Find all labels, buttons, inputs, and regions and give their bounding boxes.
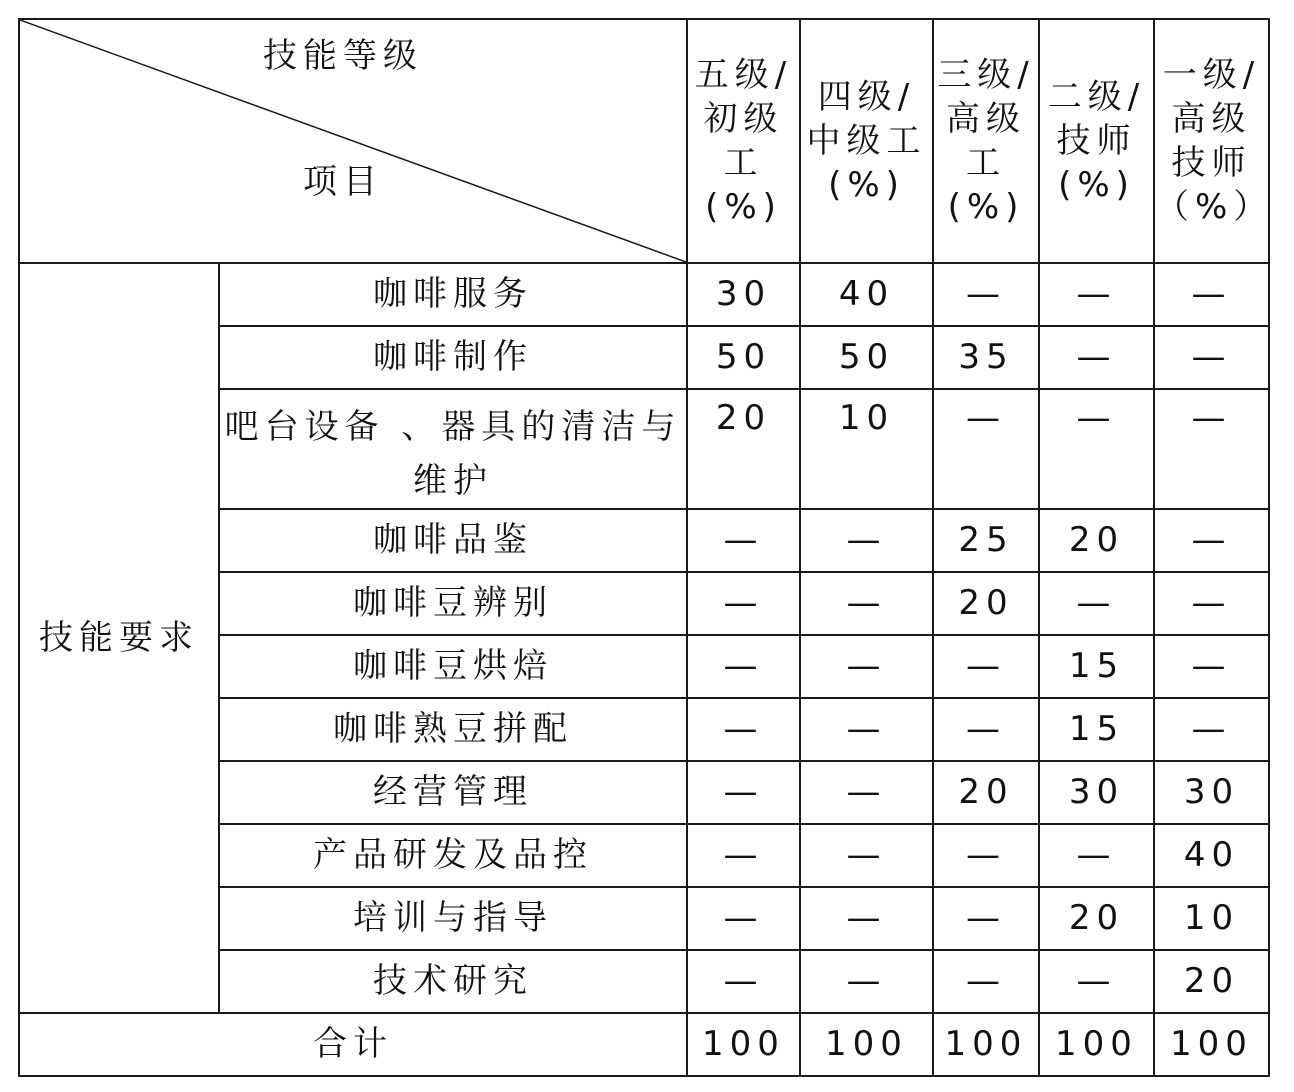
- value-cell: 10: [1154, 887, 1269, 950]
- value-cell: —: [687, 698, 800, 761]
- value-cell: —: [687, 887, 800, 950]
- total-value-cell: 100: [933, 1013, 1039, 1076]
- total-label: 合计: [19, 1013, 687, 1076]
- item-name-cell: 咖啡熟豆拼配: [219, 698, 687, 761]
- value-cell: —: [687, 635, 800, 698]
- value-cell: —: [800, 761, 933, 824]
- level-header-line: 二级/: [1047, 76, 1146, 117]
- value-cell: 40: [1154, 824, 1269, 887]
- value-cell: —: [1154, 698, 1269, 761]
- total-value-cell: 100: [1154, 1013, 1269, 1076]
- total-value-cell: 100: [687, 1013, 800, 1076]
- value-cell: 15: [1039, 635, 1154, 698]
- item-name-cell: 经营管理: [219, 761, 687, 824]
- value-cell: —: [1039, 389, 1154, 509]
- level-header-line: 初级: [703, 98, 784, 139]
- value-cell: —: [1039, 572, 1154, 635]
- item-name-cell: 咖啡服务: [219, 263, 687, 326]
- level-header-line: 高级: [946, 98, 1026, 139]
- value-cell: 20: [1039, 509, 1154, 572]
- value-cell: —: [800, 698, 933, 761]
- item-name-cell: 咖啡制作: [219, 326, 687, 389]
- level-header-line: (%): [947, 187, 1025, 228]
- value-cell: —: [800, 950, 933, 1013]
- value-cell: 30: [687, 263, 800, 326]
- value-cell: —: [1154, 326, 1269, 389]
- level-header-1: [687, 19, 800, 263]
- value-cell: —: [687, 950, 800, 1013]
- level-header-4: [1039, 19, 1154, 263]
- value-cell: 25: [933, 509, 1039, 572]
- total-row: [19, 1013, 1269, 1076]
- skill-weight-table: [18, 18, 1274, 1077]
- value-cell: —: [933, 698, 1039, 761]
- item-name-cell: 技术研究: [219, 950, 687, 1013]
- value-cell: —: [1039, 326, 1154, 389]
- total-value-cell: 100: [1039, 1013, 1154, 1076]
- value-cell: —: [800, 509, 933, 572]
- value-cell: 20: [1039, 887, 1154, 950]
- level-header-line: 技师: [1056, 120, 1137, 161]
- value-cell: —: [687, 761, 800, 824]
- value-cell: —: [800, 887, 933, 950]
- item-name-cell: 咖啡品鉴: [219, 509, 687, 572]
- level-header-line: 高级: [1171, 98, 1252, 139]
- level-header-line: 工: [723, 143, 764, 183]
- item-name-cell: 咖啡豆烘焙: [219, 635, 687, 698]
- level-header-line: (%): [828, 165, 905, 206]
- level-header-line: 五级/: [694, 54, 793, 95]
- value-cell: 10: [800, 389, 933, 509]
- level-header-line: 四级/: [817, 76, 916, 117]
- value-cell: 50: [800, 326, 933, 389]
- value-cell: 15: [1039, 698, 1154, 761]
- item-name-cell: 咖啡豆辨别: [219, 572, 687, 635]
- level-header-5: [1154, 19, 1274, 263]
- value-cell: —: [933, 635, 1039, 698]
- level-header-line: (%): [705, 187, 782, 228]
- corner-label-skill-level: 技能等级: [263, 36, 423, 76]
- group-label-skill-requirements: 技能要求: [19, 263, 219, 1013]
- value-cell: 20: [687, 389, 800, 509]
- value-cell: 20: [933, 572, 1039, 635]
- value-cell: —: [800, 824, 933, 887]
- level-header-3: [933, 19, 1039, 263]
- total-value-cell: 100: [800, 1013, 933, 1076]
- item-name-cell: 产品研发及品控: [219, 824, 687, 887]
- level-header-line: 工: [966, 143, 1006, 183]
- level-header-line: 中级工: [806, 120, 927, 161]
- item-name-cell: 培训与指导: [219, 887, 687, 950]
- value-cell: —: [933, 824, 1039, 887]
- corner-header-cell: [19, 19, 687, 263]
- corner-label-item: 项目: [303, 162, 383, 202]
- level-header-line: (%): [1058, 165, 1135, 206]
- value-cell: —: [933, 389, 1039, 509]
- value-cell: 30: [1039, 761, 1154, 824]
- level-header-2: [800, 19, 933, 263]
- value-cell: 50: [687, 326, 800, 389]
- level-header-line: （%）: [1155, 187, 1274, 228]
- value-cell: —: [687, 509, 800, 572]
- item-name-cell: 吧台设备 、器具的清洁与维护: [219, 389, 687, 509]
- value-cell: —: [687, 824, 800, 887]
- value-cell: —: [1039, 263, 1154, 326]
- header-row: [19, 19, 1269, 263]
- value-cell: 35: [933, 326, 1039, 389]
- level-header-line: 技师: [1171, 143, 1252, 183]
- value-cell: —: [687, 572, 800, 635]
- value-cell: —: [1154, 509, 1269, 572]
- value-cell: —: [1039, 950, 1154, 1013]
- value-cell: —: [933, 950, 1039, 1013]
- level-header-line: 三级/: [937, 54, 1035, 95]
- value-cell: —: [933, 887, 1039, 950]
- value-cell: —: [1154, 572, 1269, 635]
- value-cell: —: [1154, 635, 1269, 698]
- value-cell: 20: [933, 761, 1039, 824]
- table-row: [19, 263, 1269, 326]
- level-header-line: 一级/: [1162, 54, 1261, 95]
- value-cell: —: [1039, 824, 1154, 887]
- value-cell: —: [800, 572, 933, 635]
- value-cell: 20: [1154, 950, 1269, 1013]
- value-cell: 40: [800, 263, 933, 326]
- value-cell: —: [1154, 389, 1269, 509]
- value-cell: —: [800, 635, 933, 698]
- value-cell: —: [933, 263, 1039, 326]
- value-cell: 30: [1154, 761, 1269, 824]
- value-cell: —: [1154, 263, 1269, 326]
